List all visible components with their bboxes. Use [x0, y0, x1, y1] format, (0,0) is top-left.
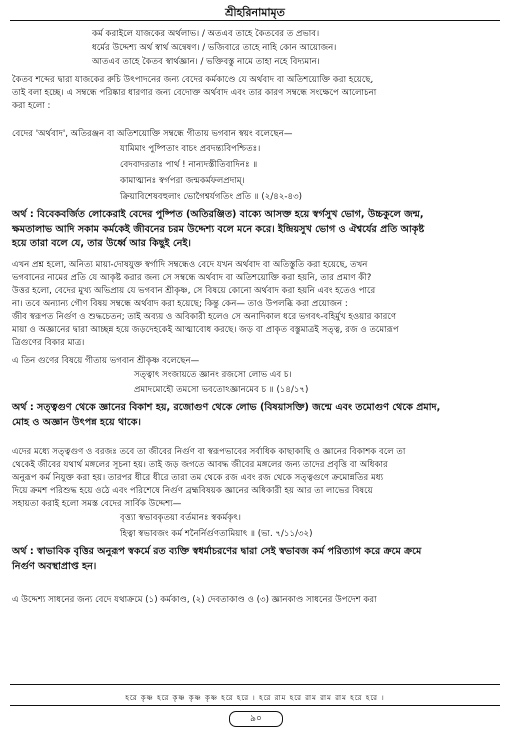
footer-mantra-border: হরে কৃষ্ণ হরে কৃষ্ণ কৃষ্ণ কৃষ্ণ হরে হরে । হরে রাম হরে রাম রাম রাম হরে হরে । — [125, 694, 385, 702]
paragraph-line: এখন প্রশ্ন হলো, অনিত্য মায়া-দোষযুক্ত স্বর্গাদি সম্বন্ধেও বেদে যখন অর্থবাদ বা অতিস্তুতি করা হয়েছে, তখন — [12, 260, 368, 270]
translation-line: অর্থ : সত্ত্বগুণ থেকে জ্ঞানের বিকাশ হয়, রজোগুণ থেকে লোভ (বিষয়াসক্তি) জন্মে এবং তমোগুণ থেকে প্রমাদ, — [12, 402, 441, 413]
paragraph-line: তাই বলা হচ্ছে। এ সম্বন্ধে পরিষ্কার ধারণার জন্য বেদোক্ত অর্থবাদ এবং তার কারণ সম্বন্ধে সংক্ষেপে আলোচনা — [12, 88, 377, 98]
paragraph — [12, 74, 498, 113]
verse-line: বৃত্ত্যা স্বভাবকৃতয়া বর্তমানঃ স্বকর্মকৃৎ। — [120, 513, 241, 523]
translation-line: অর্থ : স্বাভাবিক বৃত্তির অনুরূপ স্বকর্মে রত ব্যক্তি স্বধর্মাচরণের দ্বারা সেই স্বভাবজ কর্ম পরিত্যাগ করে ক্রমে ক্রমে — [12, 546, 422, 557]
paragraph-line: ভগবানের নামের প্রতি যে আকৃষ্ট করার জন্য সে সম্বন্ধে অর্থবাদ বা অতিশয়োক্তি করা হয়নি, তার প্রমাণ কী? — [12, 273, 372, 283]
paragraph-line: এ তিন গুণের বিষয়ে গীতায় ভগবান শ্রীকৃষ্ণ বলেছেন— — [12, 356, 200, 366]
verse-line: কামাত্মানঃ স্বর্গপরা জন্মকর্মফলপ্রদাম্। — [120, 176, 245, 186]
verse-line: ধর্মের উদ্দেশ্য অর্থ স্বার্থ অন্বেষণ। / ভজিবারে তাহে নাহি কোন আয়োজন। — [92, 43, 337, 53]
paragraph — [12, 355, 498, 368]
translation-line: মোহ ও অজ্ঞান উৎপন্ন হয়ে থাকে। — [12, 416, 141, 428]
verse-line: যামিমাং পুষ্পিতাং বাচং প্রবদন্ত্যবিপশ্চিতঃ। — [120, 144, 261, 154]
paragraph-line: দিয়ে ক্রমশ পরিশুদ্ধ হয়ে ওঠে এবং পরিশেষে নির্গুণ ব্রহ্মবিষয়ক জ্ঞানের অধিকারী হয় আর তা লাভের বিষয়ে — [12, 486, 373, 496]
paragraph-line: না। তবে অন্যান্য গৌণ বিষয় সম্বন্ধে অর্থবাদ করা হয়েছে; কিন্তু কেন— তাও উপলব্ধি করা প্রয়োজন : — [12, 299, 348, 309]
verse-line: সত্ত্বাৎ সংজায়তে জ্ঞানং রজসো লোভ এব চ। — [134, 370, 292, 380]
footer-rule-bottom — [10, 705, 500, 706]
paragraph-line: জীব স্বরূপত নির্গুণ ও শুদ্ধচেতন; তাই অব্যয় ও অবিকারী হলেও সে অনাদিকাল ধরে ভগবৎ-বহির্মুখ হওয়ার কারণে — [12, 312, 397, 322]
page-number: ৯০ — [229, 711, 283, 727]
paragraph — [12, 594, 498, 607]
paragraph-line: এদের মধ্যে সত্ত্বগুণ ও বরজঃ তবে তা জীবের নির্গুণ বা স্বরূপভাবের সর্বাধিক কাছাকাছি ও জ্ঞানের বিকাশক বলে তা — [12, 447, 406, 457]
translation-line: হয়ে তারা বলে যে, তার উর্ধ্বে আর কিছুই নেই। — [12, 238, 191, 249]
paragraph-line: ত্রিগুণের বিকার মাত্র। — [12, 338, 85, 348]
header-divider — [10, 20, 500, 21]
verse-line: হিত্বা স্বভাবজং কর্ম শনৈর্নির্গুণতামিয়াৎ ॥ (ভা. ৭/১১/৩২) — [120, 529, 313, 539]
translation-paragraph — [12, 545, 498, 574]
verse-line: বেদবাদরতাঃ পার্থ ! নান্যদস্তীতিবাদিনঃ ॥ — [120, 160, 258, 170]
paragraph — [12, 259, 498, 350]
verse-line: প্রমাদমোহৌ তমসো ভবতোঽজ্ঞানমেব চ ॥ (১৪/১৭) — [134, 385, 309, 395]
translation-line: নির্গুণ অবস্থাপ্রাপ্ত হন। — [12, 560, 97, 572]
paragraph — [12, 446, 498, 511]
paragraph-line: সহায়তা করাই হলো সমস্ত বেদের সার্বিক উদ্দেশ্য— — [12, 499, 182, 509]
paragraph-line: উত্তর হলো, বেদের মুখ্য অভিপ্রায় যে ভগবান শ্রীকৃষ্ণ, সে বিষয়ে কোনো অর্থবাদ করা হয়নি এবং হতেও পারে — [12, 286, 376, 296]
paragraph-line: কৈতব শব্দের দ্বারা যাজকের রুচি উৎপাদনের জন্য বেদের কর্মকাণ্ডে যে অর্থবাদ বা অতিশয়োক্তি করা হয়েছে, — [12, 75, 374, 85]
paragraph — [12, 128, 498, 141]
paragraph-line: এ উদ্দেশ্য সাধনের জন্য বেদে যথাক্রমে (১) কর্মকাণ্ড, (২) দেবতাকাণ্ড ও (৩) জ্ঞানকাণ্ড সাধনের উপদেশ করা — [12, 595, 377, 605]
page-title: শ্রীহরিনামামৃত — [225, 6, 285, 19]
paragraph-line: মায়া ও অজ্ঞানের দ্বারা আচ্ছন্ন হয়ে জড়দেহকেই আত্মাবোধ করছে। জড় বা প্রাকৃত বস্তুমাত্রই সত্ত্ব, রজ ও তমোরূপ — [12, 325, 399, 335]
verse-line: কর্ম করাইলে যাজকের অর্থলাভ। / অতএব তাহে কৈতবের ত প্রভাব। — [92, 29, 320, 39]
verse-line: ক্রিয়াবিশেষবহুলাং ভোগৈশ্বর্যগতিং প্রতি ॥ (২/৪২-৪৩) — [120, 192, 303, 202]
verse-line: আতএব তাহে কৈতব স্বার্থজ্ঞান। / ভক্তিবস্তু নামে তাহা নহে বিদ্যমান। — [92, 57, 320, 67]
paragraph-line: থেকেই জীবের যথার্থ মঙ্গলের সূচনা হয়। তাই জড় জগতে আবদ্ধ জীবের মঙ্গলের জন্য তাদের প্রবৃত্তি বা অধিকার — [12, 460, 388, 470]
paragraph-line: বেদের 'অর্থবাদ', অতিরঞ্জন বা অতিশয়োক্তি সম্বন্ধে গীতায় ভগবান স্বয়ং বলেছেন— — [12, 129, 293, 139]
footer-rule-top — [10, 684, 500, 685]
translation-line: ক্ষমতালাভ আদি সকাম কর্মকেই জীবনের চরম উদ্দেশ্য বলে মনে করে। ইন্দ্রিয়সুখ ভোগ ও ঐশ্বর্যের প্রতি আকৃষ্ট — [12, 223, 425, 235]
translation-line: অর্থ : বিবেকবর্জিত লোকেরাই বেদের পুষ্পিত (অতিরঞ্জিত) বাক্যে আসক্ত হয়ে স্বর্গসুখ ভোগ, উচ্চকুলে জন্ম, — [12, 209, 424, 220]
translation-paragraph — [12, 208, 498, 252]
paragraph-line: অনুরূপ কর্ম নিযুক্ত করা হয়। তারপর ধীরে ধীরে তারা তম থেকে রজ এবং রজ থেকে সত্ত্বগুণে ক্রমোন্নতির মধ্য — [12, 473, 384, 483]
paragraph-line: করা হলো : — [12, 101, 51, 111]
translation-paragraph — [12, 401, 498, 430]
